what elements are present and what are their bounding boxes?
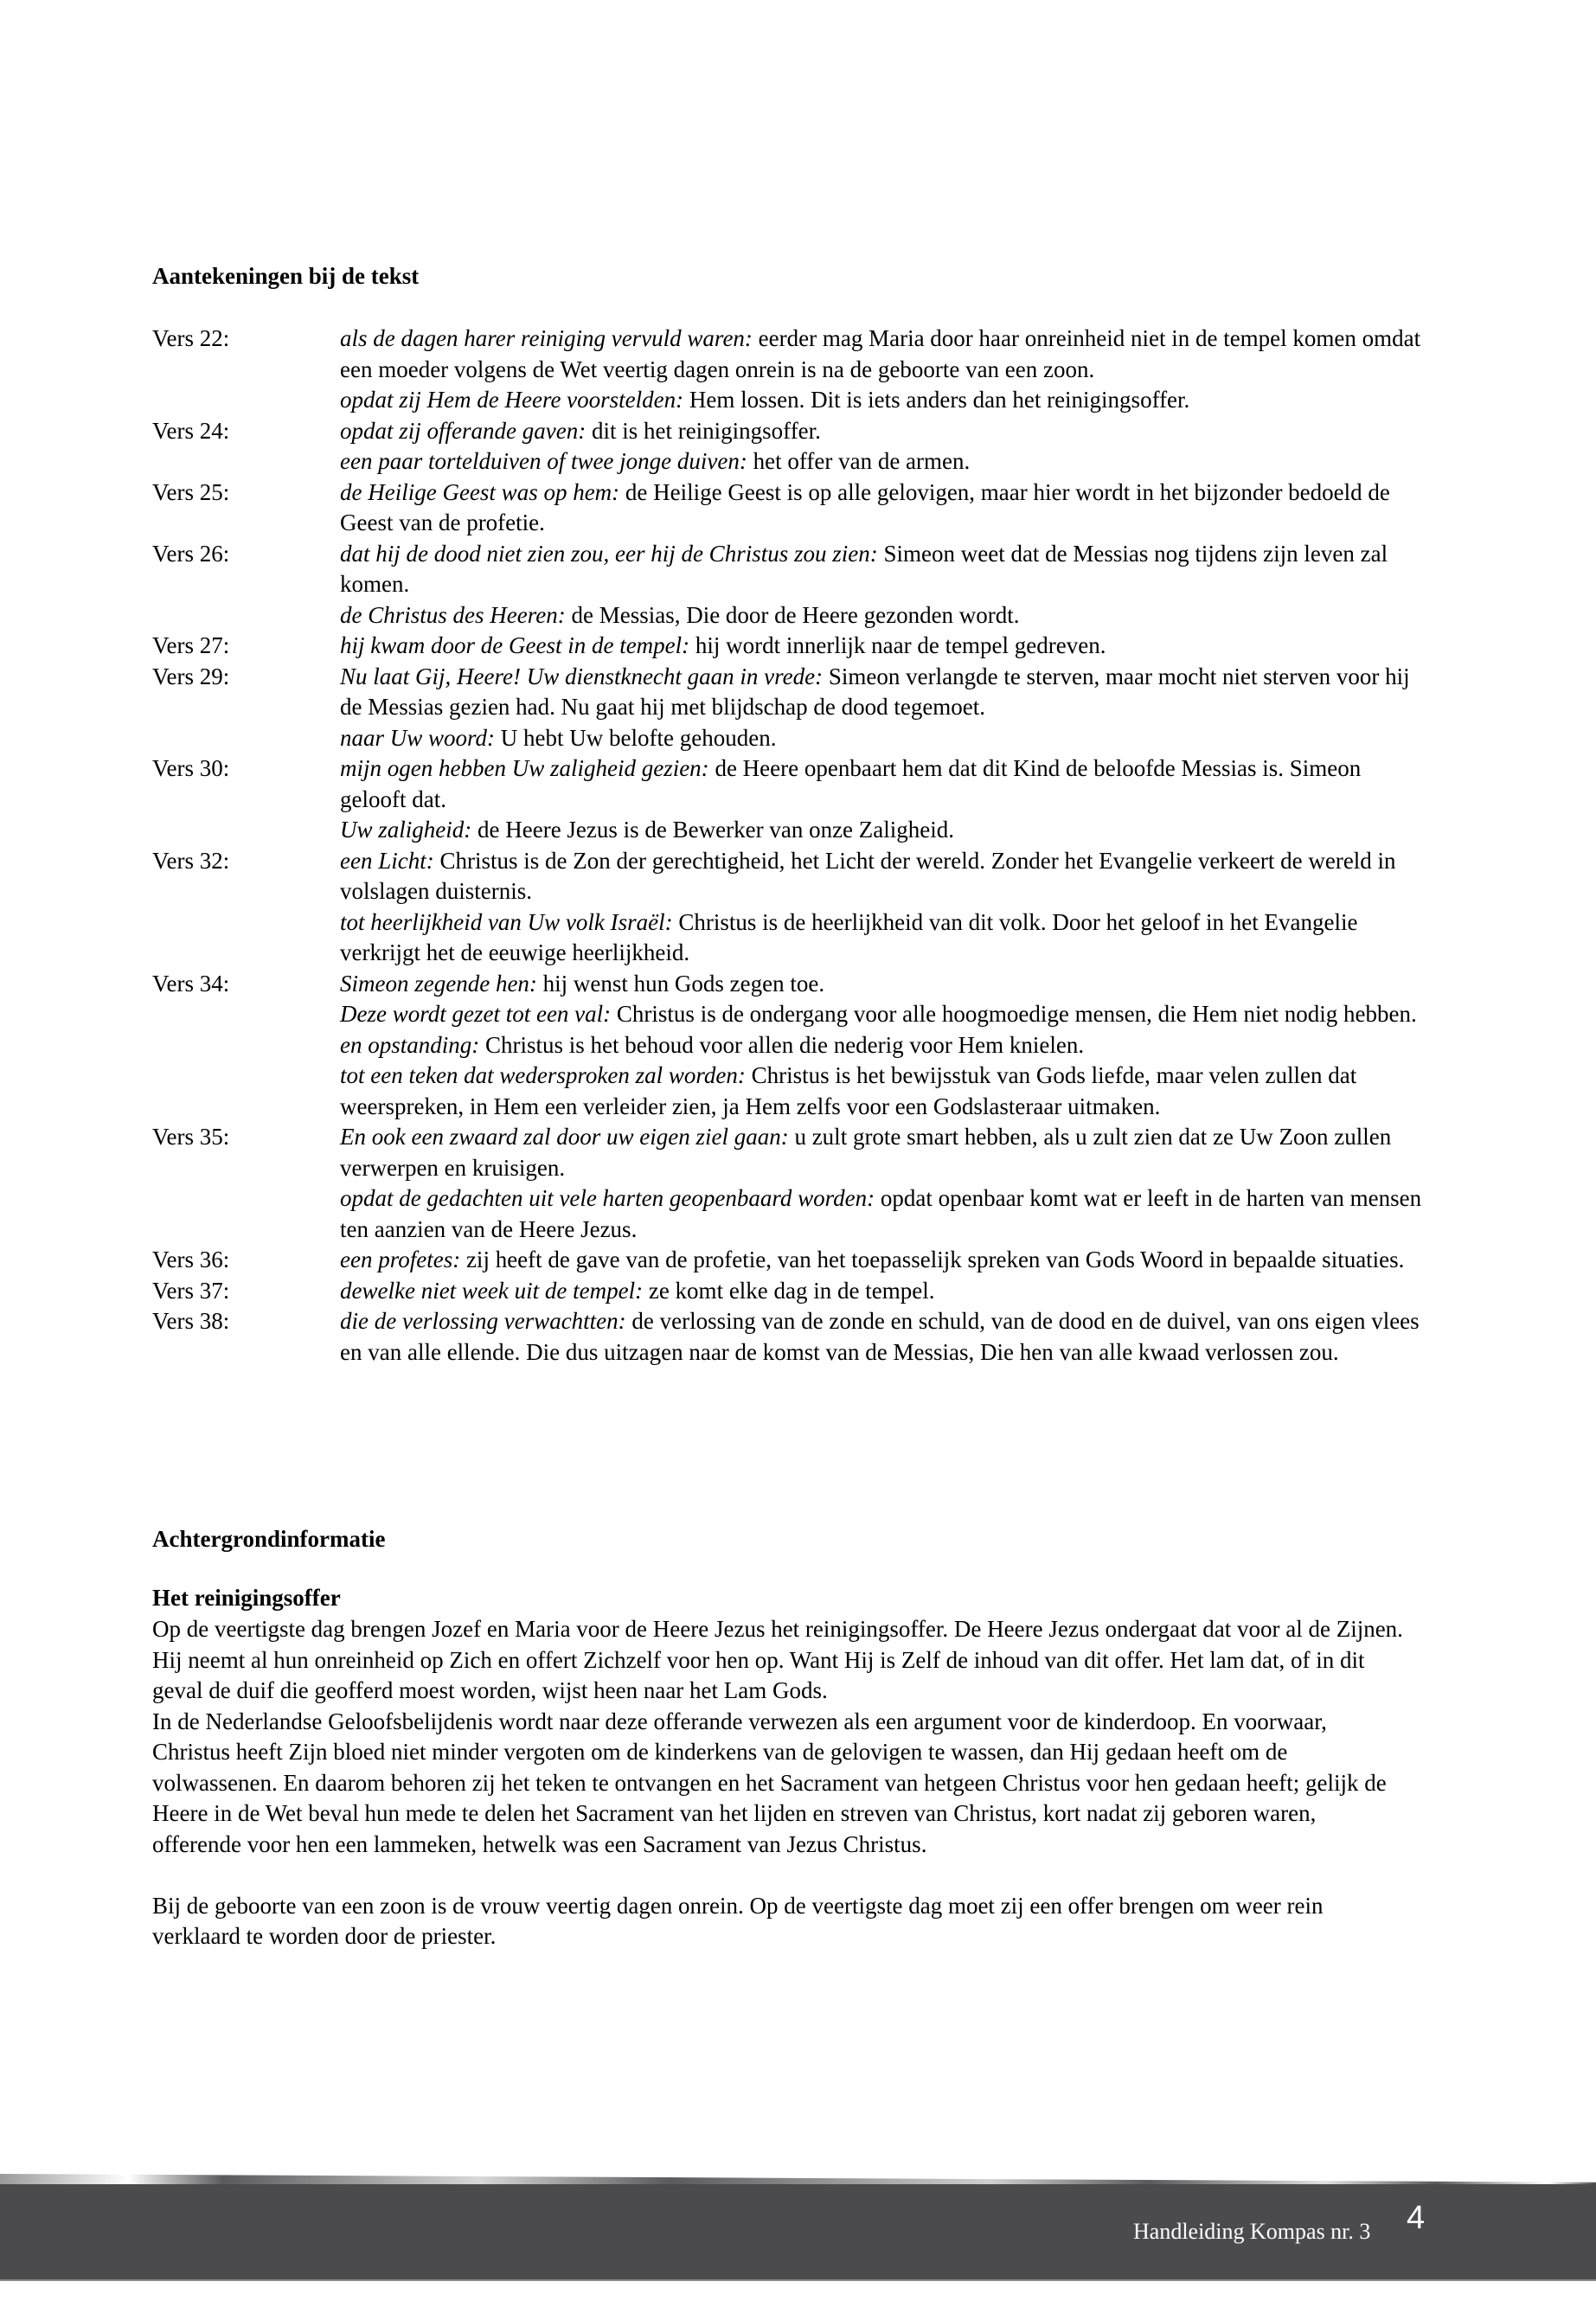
verse-entries [340, 662, 1433, 754]
quoted-phrase: opdat zij Hem de Heere voorstelden: [340, 387, 684, 413]
verse-entries [340, 753, 1433, 846]
verse-entry [340, 324, 1433, 385]
verse-note [152, 478, 1433, 539]
verse-entry [340, 446, 1433, 478]
verse-entry [340, 999, 1433, 1030]
verse-note [152, 662, 1433, 754]
verse-entry [340, 416, 1433, 447]
verse-entries [340, 416, 1433, 478]
quoted-phrase: Deze wordt gezet tot een val: [340, 1001, 612, 1027]
background-paragraph: Bij de geboorte van een zoon is de vrouw veertig dagen onrein. Op de veertigste dag moet zij een offer brengen om weer rein verklaard te worden door de priester. [152, 1892, 1324, 1949]
quoted-phrase: en opstanding: [340, 1031, 480, 1058]
background-paragraph: Op de veertigste dag brengen Jozef en Maria voor de Heere Jezus het reinigingsoffer. De Heere Jezus ondergaat dat voor al de Zijnen. Hij neemt al hun onreinheid op Zich en offert Zichzelf voor hen op. Want Hij is Zelf de inhoud van dit offer. Het lam dat, of in dit geval de duif die geofferd moest worden, wijst heen naar het Lam Gods. [152, 1616, 1403, 1703]
quoted-phrase: als de dagen harer reiniging vervuld waren: [340, 325, 753, 351]
explanation-text: hij wenst hun Gods zegen toe. [536, 970, 825, 997]
background-text [152, 1614, 1407, 1952]
verse-entries [340, 846, 1433, 969]
verse-note [152, 969, 1433, 1123]
quoted-phrase: En ook een zwaard zal door uw eigen ziel gaan: [340, 1124, 789, 1150]
verse-entry [340, 846, 1433, 907]
explanation-text: Hem lossen. Dit is iets anders dan het reinigingsoffer. [683, 387, 1190, 413]
verse-label: Vers 30: [152, 755, 230, 781]
explanation-text: Christus is de heerlijkheid van dit volk. Door het geloof in het Evangelie verkrijgt het de eeuwige heerlijkheid. [340, 908, 1358, 965]
explanation-text: de Messias, Die door de Heere gezonden wordt. [565, 601, 1020, 628]
quoted-phrase: dewelke niet week uit de tempel: [340, 1277, 644, 1304]
verse-label: Vers 34: [152, 970, 230, 997]
quoted-phrase: die de verlossing verwachtten: [340, 1308, 626, 1334]
verse-label: Vers 29: [152, 663, 230, 689]
quoted-phrase: Nu laat Gij, Heere! Uw dienstknecht gaan in vrede: [340, 663, 824, 689]
verse-note [152, 846, 1433, 969]
quoted-phrase: een profetes: [340, 1247, 461, 1272]
quoted-phrase: een paar tortelduiven of twee jonge duiven: [340, 448, 747, 474]
verse-entry [340, 385, 1433, 416]
quoted-phrase: mijn ogen hebben Uw zaligheid gezien: [340, 755, 709, 781]
quoted-phrase: hij kwam door de Geest in de tempel: [340, 632, 690, 658]
verse-entries [340, 1122, 1433, 1245]
explanation-text: Christus is het bewijsstuk van Gods liefde, maar velen zullen dat weerspreken, in Hem een verleider zien, ja Hem zelfs voor een Godslasteraar uitmaken. [340, 1062, 1357, 1119]
quoted-phrase: de Heilige Geest was op hem: [340, 478, 620, 505]
explanation-text: Simeon weet dat de Messias nog tijdens zijn leven zal komen. [340, 540, 1388, 597]
verse-entry [340, 723, 1433, 754]
verse-label: Vers 27: [152, 632, 230, 658]
quoted-phrase: Simeon zegende hen: [340, 970, 537, 997]
verse-note [152, 631, 1433, 662]
verse-label: Vers 25: [152, 478, 230, 505]
verse-note [152, 416, 1433, 478]
verse-entries [340, 539, 1433, 631]
quoted-phrase: opdat de gedachten uit vele harten geopenbaard worden: [340, 1185, 875, 1211]
quoted-phrase: tot een teken dat wedersproken zal worden: [340, 1062, 746, 1088]
footer-document-title: Handleiding Kompas nr. 3 [1133, 2219, 1371, 2244]
background-heading: Achtergrondinformatie [152, 1526, 386, 1552]
verse-entry [340, 1183, 1433, 1245]
verse-entries [340, 969, 1433, 1123]
verse-entries [340, 631, 1433, 662]
verse-label: Vers 38: [152, 1308, 230, 1334]
verse-note [152, 539, 1433, 631]
page-number: 4 [1407, 2200, 1426, 2236]
verse-note [152, 1245, 1433, 1276]
verse-entries [340, 1276, 1433, 1307]
quoted-phrase: dat hij de dood niet zien zou, eer hij de Christus zou zien: [340, 540, 878, 567]
verse-note [152, 1306, 1433, 1368]
explanation-text: de Heere Jezus is de Bewerker van onze Zaligheid. [471, 817, 955, 843]
verse-label: Vers 35: [152, 1124, 230, 1150]
paragraph-spacer [152, 1860, 1407, 1891]
verse-note [152, 324, 1433, 416]
verse-entry [340, 1061, 1433, 1122]
footer-bottom-rule [0, 2279, 1596, 2281]
verse-entries [340, 478, 1433, 539]
verse-entry [340, 1030, 1433, 1061]
verse-entry [340, 1245, 1433, 1276]
verse-label: Vers 32: [152, 847, 230, 874]
background-subheading: Het reinigingsoffer [152, 1585, 341, 1611]
explanation-text: dit is het reinigingsoffer. [586, 417, 821, 444]
quoted-phrase: naar Uw woord: [340, 724, 496, 751]
verse-entry [340, 662, 1433, 723]
verse-note [152, 1276, 1433, 1307]
explanation-text: U hebt Uw belofte gehouden. [495, 724, 777, 751]
verse-entry [340, 753, 1433, 815]
verse-label: Vers 36: [152, 1247, 230, 1272]
verse-entry [340, 631, 1433, 662]
background-paragraph: In de Nederlandse Geloofsbelijdenis wordt naar deze offerande verwezen als een argument voor de kinderdoop. En voorwaar, Christus heeft Zijn bloed niet minder vergoten om de kinderkens van de gelovigen te wassen, dan Hij gedaan heeft om de volwassenen. En daarom behoren zij het teken te ontvangen en het Sacrament van hetgeen Christus voor hen gedaan heeft; gelijk de Heere in de Wet beval hun mede te delen het Sacrament van het lijden en streven van Christus, kort nadat zij geboren waren, offerende voor hen een lammeken, hetwelk was een Sacrament van Jezus Christus. [152, 1708, 1387, 1857]
verse-label: Vers 22: [152, 325, 230, 351]
verse-entry [340, 907, 1433, 969]
verse-note [152, 753, 1433, 846]
verse-entry [340, 1122, 1433, 1183]
verse-entry [340, 600, 1433, 631]
quoted-phrase: opdat zij offerande gaven: [340, 417, 586, 444]
verse-entry [340, 539, 1433, 600]
explanation-text: opdat openbaar komt wat er leeft in de harten van mensen ten aanzien van de Heere Jezus. [340, 1185, 1422, 1242]
verse-label: Vers 24: [152, 417, 230, 444]
verse-notes-list [152, 324, 1433, 1368]
quoted-phrase: de Christus des Heeren: [340, 601, 566, 628]
explanation-text: zij heeft de gave van de profetie, van het toepasselijk spreken van Gods Woord in bepaalde situaties. [460, 1247, 1405, 1272]
verse-entries [340, 324, 1433, 416]
explanation-text: Christus is het behoud voor allen die nederig voor Hem knielen. [479, 1031, 1085, 1058]
verse-entry [340, 969, 1433, 1000]
explanation-text: Christus is de ondergang voor alle hoogmoedige mensen, die Hem niet nodig hebben. [611, 1001, 1417, 1027]
explanation-text: eerder mag Maria door haar onreinheid niet in de tempel komen omdat een moeder volgens de Wet veertig dagen onrein is na de geboorte van een zoon. [340, 325, 1421, 382]
explanation-text: u zult grote smart hebben, als u zult zien dat ze Uw Zoon zullen verwerpen en kruisigen. [340, 1124, 1392, 1181]
explanation-text: het offer van de armen. [747, 448, 971, 474]
verse-entry [340, 478, 1433, 539]
verse-entries [340, 1245, 1433, 1276]
notes-heading: Aantekeningen bij de tekst [152, 263, 420, 289]
page-footer [0, 2174, 1596, 2281]
explanation-text: de Heilige Geest is op alle gelovigen, maar hier wordt in het bijzonder bedoeld de Geest van de profetie. [340, 478, 1390, 535]
verse-label: Vers 26: [152, 540, 230, 567]
explanation-text: de verlossing van de zonde en schuld, van de dood en de duivel, van ons eigen vlees en van alle ellende. Die dus uitzagen naar de komst van de Messias, Die hen van alle kwaad verlossen zou. [340, 1308, 1420, 1365]
verse-label: Vers 37: [152, 1277, 230, 1304]
quoted-phrase: tot heerlijkheid van Uw volk Israël: [340, 908, 673, 935]
explanation-text: hij wordt innerlijk naar de tempel gedreven. [689, 632, 1106, 658]
verse-note [152, 1122, 1433, 1245]
quoted-phrase: Uw zaligheid: [340, 817, 472, 843]
explanation-text: ze komt elke dag in de tempel. [643, 1277, 935, 1304]
verse-entry [340, 1276, 1433, 1307]
explanation-text: Simeon verlangde te sterven, maar mocht niet sterven voor hij de Messias gezien had. Nu gaat hij met blijdschap de dood tegemoet. [340, 663, 1410, 720]
verse-entry [340, 1306, 1433, 1368]
explanation-text: de Heere openbaart hem dat dit Kind de beloofde Messias is. Simeon gelooft dat. [340, 755, 1362, 812]
explanation-text: Christus is de Zon der gerechtigheid, het Licht der wereld. Zonder het Evangelie verkeert de wereld in volslagen duisternis. [340, 847, 1396, 904]
verse-entry [340, 815, 1433, 846]
verse-entries [340, 1306, 1433, 1368]
quoted-phrase: een Licht: [340, 847, 434, 874]
